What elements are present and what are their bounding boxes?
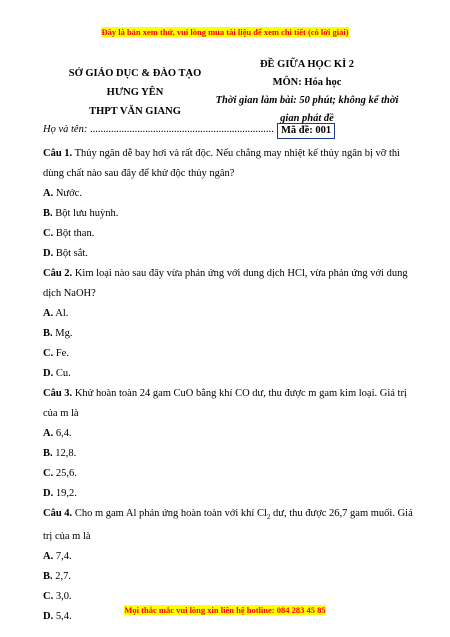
hotline-banner <box>0 605 450 615</box>
exam-time-line-1: Thời gian làm bài: 50 phút; không kể thời <box>215 95 399 106</box>
question-2-number: Câu 2. <box>43 268 73 279</box>
option-text: 2,7. <box>55 571 72 583</box>
question-4-text-before: Cho m gam Al phản ứng hoàn toàn với khí Cl <box>74 508 267 519</box>
student-name-label: Họ và tên: <box>43 124 88 135</box>
option-key: C. <box>43 348 54 359</box>
option-text: Cu. <box>55 368 71 379</box>
option-key: A. <box>43 308 54 319</box>
option-key: B. <box>43 208 53 219</box>
option-text: 25,6. <box>55 468 77 479</box>
option-text: Bột than. <box>55 228 95 239</box>
option-text: 5,4. <box>55 611 72 623</box>
question-3-number: Câu 3. <box>43 388 73 399</box>
option-text: 12,8. <box>55 448 77 459</box>
option-text: Bột sắt. <box>55 248 88 259</box>
preview-banner-text: Đây là bản xem thử, vui lòng mua tài liệu để xem chi tiết (có lời giải) <box>101 27 349 37</box>
q1-option-d <box>43 244 418 264</box>
q3-option-d <box>43 484 418 504</box>
school-name: THPT VĂN GIANG <box>89 106 181 117</box>
exam-header <box>212 56 402 128</box>
question-2 <box>43 264 418 304</box>
option-key: D. <box>43 368 54 379</box>
q3-option-b <box>43 444 418 464</box>
hotline-banner-text: Mọi thắc mắc vui lòng xin liên hệ hotline: 084 283 45 85 <box>124 605 326 615</box>
preview-banner <box>0 27 450 37</box>
option-key: C. <box>43 468 54 479</box>
option-key: A. <box>43 551 54 563</box>
option-text: Nước. <box>55 188 82 199</box>
q3-option-a <box>43 424 418 444</box>
option-key: D. <box>43 488 54 499</box>
option-key: C. <box>43 228 54 239</box>
q1-option-b <box>43 204 418 224</box>
q4-option-b <box>43 567 418 587</box>
question-4 <box>43 504 418 547</box>
q2-option-b <box>43 324 418 344</box>
school-header <box>40 64 230 121</box>
question-1 <box>43 144 418 184</box>
q1-option-a <box>43 184 418 204</box>
q2-option-a <box>43 304 418 324</box>
student-name-dots: ...................................................................... <box>89 124 274 135</box>
question-1-text: Thủy ngân dễ bay hơi và rất độc. Nếu chẳng may nhiệt kế thủy ngân bị vỡ thì dùng chất nào sau đây để khử độc thủy ngân? <box>43 148 401 179</box>
q4-option-a <box>43 547 418 567</box>
department-name: SỞ GIÁO DỤC & ĐÀO TẠO <box>68 68 202 79</box>
option-key: D. <box>43 611 54 623</box>
question-4-number: Câu 4. <box>43 508 73 519</box>
option-key: B. <box>43 448 53 459</box>
option-key: B. <box>43 571 53 583</box>
option-key: C. <box>43 591 54 603</box>
option-text: 19,2. <box>55 488 77 499</box>
question-4-text-after: dư, thu được 26,7 gam muối. Giá trị của m là <box>43 508 413 543</box>
question-3 <box>43 384 418 424</box>
option-text: Mg. <box>55 328 73 339</box>
q1-option-c <box>43 224 418 244</box>
q2-option-d <box>43 364 418 384</box>
exam-code-box: Mã đề: 001 <box>277 123 335 139</box>
exam-subject: MÔN: Hóa học <box>272 77 342 88</box>
question-2-text: Kim loại nào sau đây vừa phản ứng với dung dịch HCl, vừa phản ứng với dung dịch NaOH? <box>43 268 408 299</box>
option-text: Al. <box>55 308 69 319</box>
province-name: HƯNG YÊN <box>106 87 164 98</box>
question-list <box>43 144 418 627</box>
option-key: B. <box>43 328 53 339</box>
question-4-subscript: 2 <box>266 513 271 522</box>
q3-option-c <box>43 464 418 484</box>
exam-title: ĐỀ GIỮA HỌC KÌ 2 <box>259 59 355 70</box>
q2-option-c <box>43 344 418 364</box>
option-text: 7,4. <box>55 551 72 563</box>
question-1-number: Câu 1. <box>43 148 73 159</box>
option-key: A. <box>43 188 54 199</box>
option-text: 6,4. <box>55 428 72 439</box>
exam-time-line-2: gian phát đề <box>280 113 334 124</box>
question-3-text: Khử hoàn toàn 24 gam CuO bằng khí CO dư, thu được m gam kim loại. Giá trị của m là <box>43 388 407 419</box>
option-key: A. <box>43 428 54 439</box>
option-text: 3,0. <box>55 591 72 603</box>
option-text: Bột lưu huỳnh. <box>55 208 119 219</box>
option-text: Fe. <box>55 348 69 359</box>
option-key: D. <box>43 248 54 259</box>
